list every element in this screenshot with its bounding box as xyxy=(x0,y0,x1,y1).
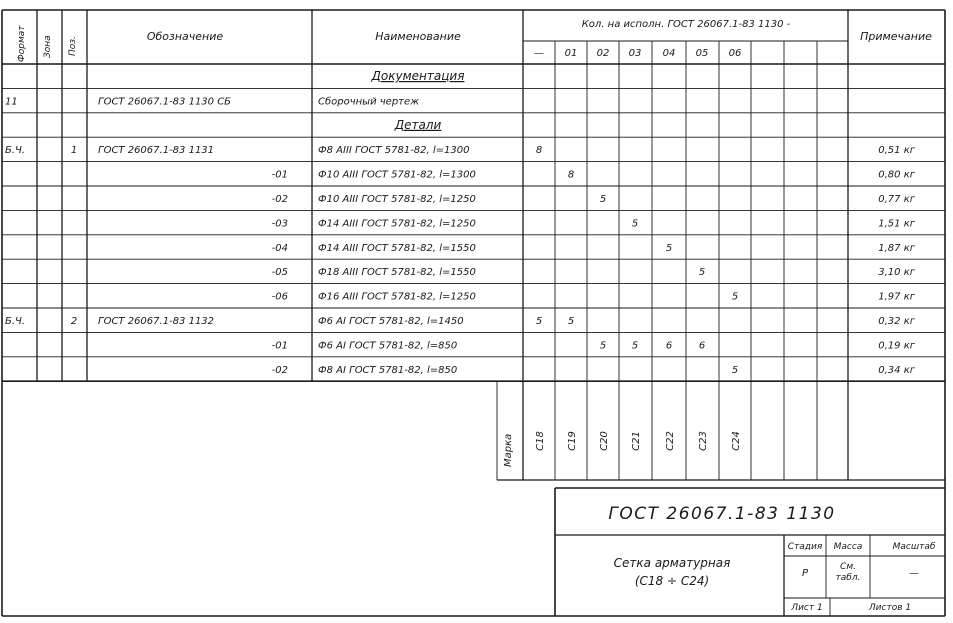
cell-designation: -05 xyxy=(271,267,288,279)
cell-qty: 5 xyxy=(599,340,607,352)
section-title: Документация xyxy=(371,69,465,83)
cell-pos: 2 xyxy=(70,316,78,327)
title-stage-label: Стадия xyxy=(787,542,823,552)
table-row xyxy=(5,316,916,327)
title-doc-number: ГОСТ 26067.1-83 1130 xyxy=(608,504,836,524)
cell-qty: 8 xyxy=(535,145,543,157)
cell-qty: 8 xyxy=(567,169,575,181)
mark-value: С23 xyxy=(698,431,709,451)
header-name: Наименование xyxy=(375,30,461,43)
title-product-name-1: Сетка арматурная xyxy=(613,556,731,570)
title-sheet: Лист 1 xyxy=(791,603,823,613)
header-qty-group: Кол. на исполн. ГОСТ 26067.1-83 1130 - xyxy=(581,19,791,30)
header-designation: Обозначение xyxy=(146,30,224,43)
header-execution: 01 xyxy=(564,48,578,59)
table-row xyxy=(5,145,916,156)
cell-designation: -01 xyxy=(271,340,288,352)
cell-note: 0,51 кг xyxy=(878,145,915,157)
cell-format: Б.Ч. xyxy=(5,145,26,157)
cell-name: Ф8 АI ГОСТ 5781-82, l=850 xyxy=(318,364,458,376)
cell-designation: ГОСТ 26067.1-83 1130 СБ xyxy=(98,96,232,108)
mark-value: С24 xyxy=(731,431,742,451)
cell-name: Сборочный чертеж xyxy=(318,96,420,108)
table-row xyxy=(272,170,916,181)
cell-qty: 5 xyxy=(731,364,739,376)
cell-designation: -01 xyxy=(271,169,288,181)
cell-note: 0,80 кг xyxy=(878,169,915,181)
header-zone: Зона xyxy=(43,35,53,58)
header-execution: 05 xyxy=(695,48,709,59)
title-product-name-2: (С18 ÷ С24) xyxy=(634,574,710,588)
mark-value: С21 xyxy=(631,431,642,451)
cell-name: Ф10 АIII ГОСТ 5781-82, l=1250 xyxy=(318,194,476,205)
cell-qty: 5 xyxy=(567,316,575,327)
cell-note: 0,19 кг xyxy=(878,340,915,352)
header-pos: Поз. xyxy=(68,36,78,56)
title-scale-label: Масштаб xyxy=(892,542,936,552)
table-row xyxy=(272,292,916,303)
cell-name: Ф6 АI ГОСТ 5781-82, l=1450 xyxy=(318,316,464,327)
cell-format: Б.Ч. xyxy=(5,316,26,327)
header-execution: 06 xyxy=(728,48,742,59)
table-row xyxy=(272,194,916,205)
table-row xyxy=(272,340,916,351)
cell-pos: 1 xyxy=(70,145,78,157)
section-row xyxy=(371,69,465,83)
title-mass-value-2: табл. xyxy=(835,573,861,583)
cell-qty: 5 xyxy=(731,291,739,303)
cell-designation: ГОСТ 26067.1-83 1131 xyxy=(98,145,215,157)
cell-note: 0,32 кг xyxy=(878,316,915,327)
title-stage-value: Р xyxy=(801,568,809,579)
cell-designation: -04 xyxy=(271,242,288,254)
cell-qty: 6 xyxy=(698,340,706,352)
cell-format: 11 xyxy=(5,96,18,108)
cell-qty: 5 xyxy=(665,242,673,254)
cell-name: Ф16 АIII ГОСТ 5781-82, l=1250 xyxy=(318,291,476,303)
cell-name: Ф6 АI ГОСТ 5781-82, l=850 xyxy=(318,340,458,352)
cell-name: Ф14 АIII ГОСТ 5781-82, l=1550 xyxy=(318,242,476,254)
cell-qty: 5 xyxy=(631,340,639,352)
cell-note: 1,97 кг xyxy=(878,291,915,303)
cell-designation: -02 xyxy=(271,364,288,376)
header-execution: 02 xyxy=(596,48,610,59)
marks-label: Марка xyxy=(503,433,514,467)
header-format: Формат xyxy=(17,25,27,62)
cell-note: 3,10 кг xyxy=(878,267,915,279)
table-row xyxy=(272,267,916,278)
cell-name: Ф8 АIII ГОСТ 5781-82, l=1300 xyxy=(318,145,470,157)
title-block xyxy=(608,504,935,613)
cell-name: Ф14 АIII ГОСТ 5781-82, l=1250 xyxy=(318,218,476,230)
cell-name: Ф18 АIII ГОСТ 5781-82, l=1550 xyxy=(318,267,476,279)
table-row xyxy=(5,95,419,107)
header-note: Примечание xyxy=(860,30,932,43)
marks-row xyxy=(503,431,742,467)
header-execution: 03 xyxy=(628,48,642,59)
cell-qty: 5 xyxy=(698,267,706,279)
mark-value: С20 xyxy=(599,431,610,451)
header-execution: — xyxy=(534,48,544,59)
table-body xyxy=(5,69,916,376)
section-title: Детали xyxy=(394,117,442,132)
mark-value: С19 xyxy=(567,431,578,451)
cell-note: 1,51 кг xyxy=(878,218,915,230)
title-sheets: Листов 1 xyxy=(868,603,912,613)
cell-designation: ГОСТ 26067.1-83 1132 xyxy=(98,316,215,327)
header-execution: 04 xyxy=(662,48,676,59)
table-row xyxy=(272,218,916,229)
table-row xyxy=(272,243,916,254)
cell-note: 0,34 кг xyxy=(878,364,915,376)
title-mass-label: Масса xyxy=(833,542,863,552)
mark-value: С18 xyxy=(535,431,546,451)
cell-qty: 5 xyxy=(631,218,639,230)
title-scale-value: — xyxy=(909,568,919,579)
cell-designation: -06 xyxy=(271,291,288,303)
cell-note: 0,77 кг xyxy=(878,194,915,205)
cell-note: 1,87 кг xyxy=(878,242,915,254)
cell-name: Ф10 АIII ГОСТ 5781-82, l=1300 xyxy=(318,169,476,181)
cell-qty: 5 xyxy=(599,194,607,205)
table-row xyxy=(272,365,916,376)
cell-designation: -02 xyxy=(271,194,288,205)
cell-designation: -03 xyxy=(271,218,288,230)
title-mass-value-1: См. xyxy=(840,562,856,572)
cell-qty: 6 xyxy=(665,340,673,352)
mark-value: С22 xyxy=(665,431,676,451)
section-row xyxy=(394,118,442,132)
cell-qty: 5 xyxy=(535,316,543,327)
